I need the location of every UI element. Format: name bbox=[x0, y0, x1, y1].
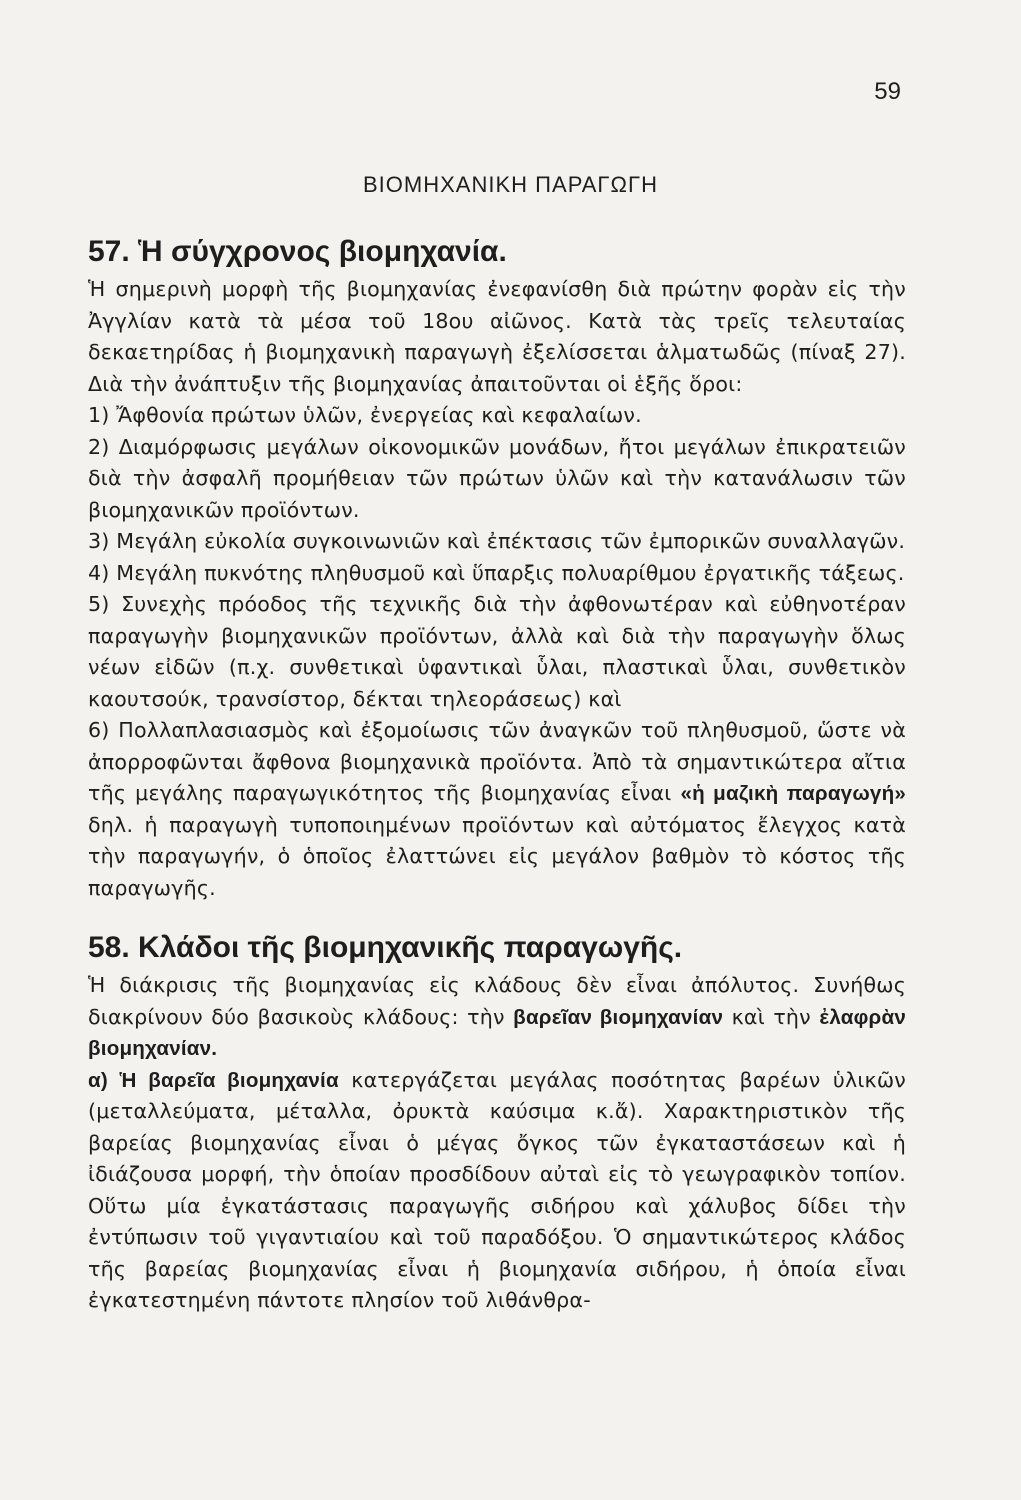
light-industry-term: ἐλαφρὰν βιομηχανίαν. bbox=[88, 1005, 906, 1060]
section-58-intro-mid: καὶ τὴν bbox=[731, 1004, 811, 1029]
heavy-industry-paragraph bbox=[88, 1065, 906, 1317]
condition-2: 2) Διαμόρφωσις μεγάλων οἰκονομικῶν μονάδων, ἤτοι μεγάλων ἐπικρατειῶν διὰ τὴν ἀσφαλῆ προμήθειαν τῶν πρώτων ὑλῶν καὶ τὴν κατανάλωσιν τῶν βιομηχανικῶν προϊόντων. bbox=[88, 434, 906, 522]
page-content bbox=[88, 230, 906, 1317]
section-58-intro bbox=[88, 970, 906, 1065]
heavy-industry-text: κατεργάζεται μεγάλας ποσότητας βαρέων ὑλικῶν (μεταλλεύματα, μέταλλα, ὀρυκτὰ καύσιμα κ.ἄ). Χαρακτηριστικὸν τῆς βαρείας βιομηχανίας εἶναι ὁ μέγας ὄγκος τῶν ἐγκαταστάσεων καὶ ἡ ἰδιάζουσα μορφή, τὴν ὁποίαν προσδίδουν αὐταὶ εἰς τὸ γεωγραφικὸν τοπίον. Οὕτω μία ἐγκατάστασις παραγωγῆς σιδήρου καὶ χάλυβος δίδει τὴν ἐντύπωσιν τοῦ γιγαντιαίου καὶ τοῦ παραδόξου. Ὁ σημαντικώτερος κλάδος τῆς βαρείας βιομηχανίας εἶναι ἡ βιομηχανία σιδήρου, ἡ ὁποία εἶναι ἐγκατεστημένη πάντοτε πλησίον τοῦ λιθάνθρα- bbox=[88, 1067, 906, 1312]
condition-3: 3) Μεγάλη εὐκολία συγκοινωνιῶν καὶ ἐπέκτασις τῶν ἐμπορικῶν συναλλαγῶν. bbox=[88, 529, 906, 553]
heavy-industry-term: βαρεῖαν βιομηχανίαν bbox=[513, 1005, 724, 1029]
running-head: ΒΙΟΜΗΧΑΝΙΚΗ ΠΑΡΑΓΩΓΗ bbox=[363, 172, 658, 197]
section-58-intro-text: Ἡ διάκρισις τῆς βιομηχανίας εἰς κλάδους δὲν εἶναι ἀπόλυτος. Συνήθως διακρίνουν δύο βασικοὺς κλάδους: τὴν bbox=[88, 973, 906, 1029]
section-57-intro: Ἡ σημερινὴ μορφὴ τῆς βιομηχανίας ἐνεφανίσθη διὰ πρώτην φορὰν εἰς τὴν Ἀγγλίαν κατὰ τὰ μέσα τοῦ 18ου αἰῶνος. Κατὰ τὰς τρεῖς τελευταίας δεκαετηρίδας ἡ βιομηχανικὴ παραγωγὴ ἐξελίσσεται ἁλματωδῶς (πίναξ 27). Διὰ τὴν ἀνάπτυξιν τῆς βιομηχανίας ἀπαιτοῦνται οἱ ἑξῆς ὅροι: bbox=[88, 277, 906, 396]
heavy-industry-subheading: α) Ἡ βαρεῖα βιομηχανία bbox=[88, 1068, 339, 1092]
section-57-heading: 57. Ἡ σύγχρονος βιομηχανία. bbox=[88, 235, 507, 268]
section-58-heading: 58. Κλάδοι τῆς βιομηχανικῆς παραγωγῆς. bbox=[88, 931, 683, 964]
condition-6-text: 6) Πολλαπλασιασμὸς καὶ ἐξομοίωσις τῶν ἀναγκῶν τοῦ πληθυσμοῦ, ὥστε νὰ ἀπορροφῶνται ἄφθονα βιομηχανικὰ προϊόντα. Ἀπὸ τὰ σημαντικώτερα αἴτια τῆς μεγάλης παραγωγικότητος τῆς βιομηχανίας εἶναι bbox=[88, 718, 906, 805]
condition-6 bbox=[88, 715, 906, 904]
page-number: 59 bbox=[874, 78, 901, 105]
mass-production-term: «ἡ μαζικὴ παραγωγή» bbox=[680, 782, 907, 805]
condition-5: 5) Συνεχὴς πρόοδος τῆς τεχνικῆς διὰ τὴν ἀφθονωτέραν καὶ εὐθηνοτέραν παραγωγὴν βιομηχανικῶν προϊόντων, ἀλλὰ καὶ διὰ τὴν παραγωγὴν ὅλως νέων εἰδῶν (π.χ. συνθετικαὶ ὑφαντικαὶ ὗλαι, πλαστικαὶ ὗλαι, συνθετικὸν καουτσούκ, τρανσίστορ, δέκται τηλεοράσεως) καὶ bbox=[88, 592, 906, 711]
condition-1: 1) Ἄφθονία πρώτων ὑλῶν, ἐνεργείας καὶ κεφαλαίων. bbox=[88, 403, 642, 427]
condition-4: 4) Μεγάλη πυκνότης πληθυσμοῦ καὶ ὕπαρξις πολυαρίθμου ἐργατικῆς τάξεως. bbox=[88, 560, 905, 585]
condition-6-rest: δηλ. ἡ παραγωγὴ τυποποιημένων προϊόντων καὶ αὐτόματος ἔλεγχος κατὰ τὴν παραγωγήν, ὁ ὁποῖος ἐλαττώνει εἰς μεγάλον βαθμὸν τὸ κόστος τῆς παραγωγῆς. bbox=[88, 812, 906, 900]
